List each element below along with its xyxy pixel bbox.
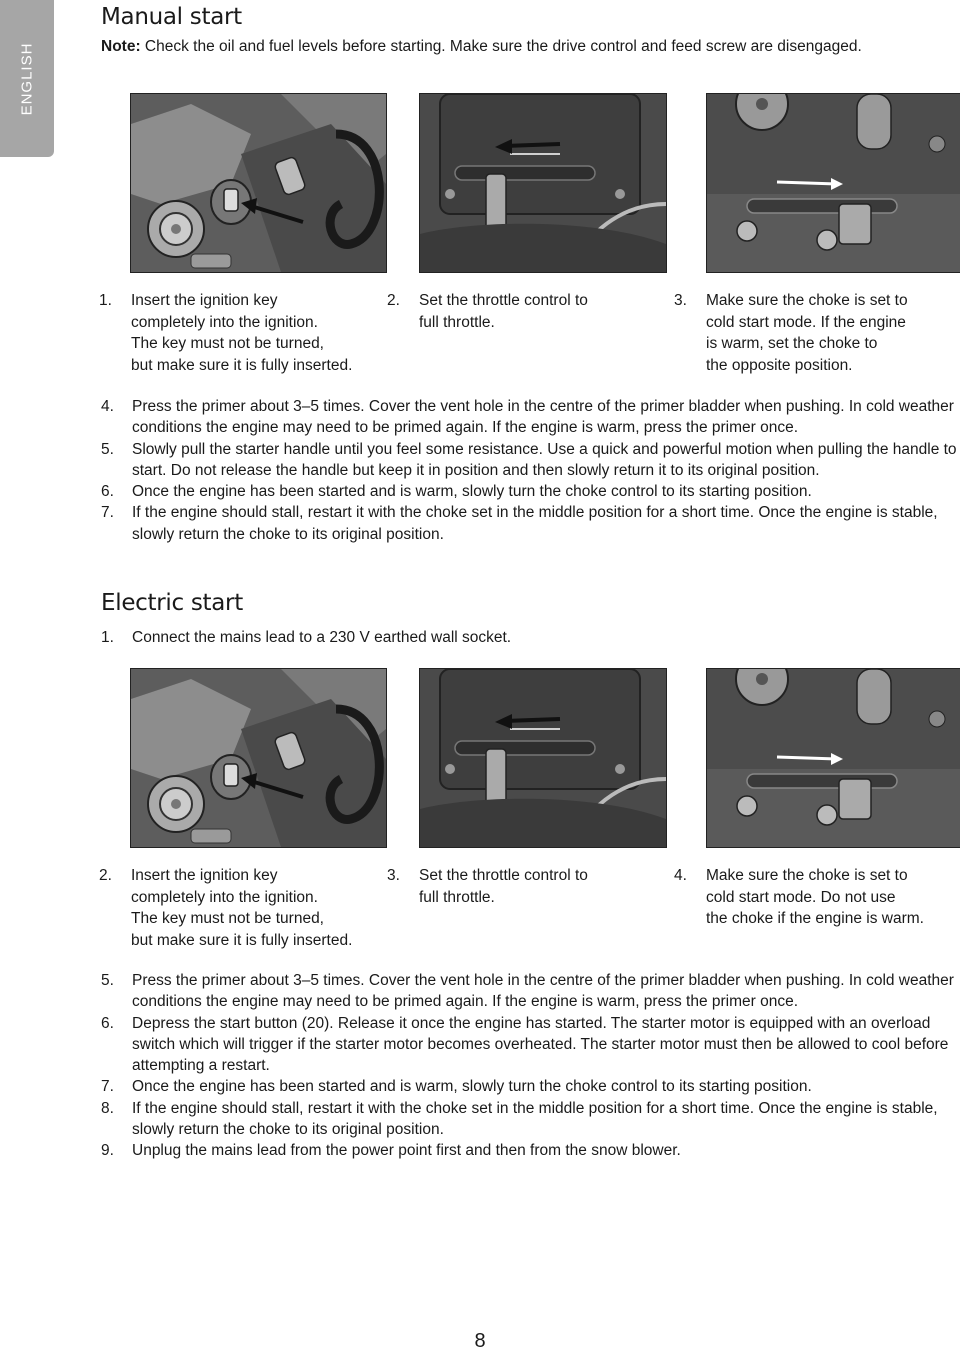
manual-start-heading: Manual start bbox=[101, 4, 242, 30]
throttle-control-illustration bbox=[419, 93, 667, 273]
caption-line: but make sure it is fully inserted. bbox=[131, 931, 353, 949]
caption-choke bbox=[674, 865, 924, 930]
step-text: Press the primer about 3–5 times. Cover the vent hole in the centre of the primer bladder when pushing. In cold weather conditions the engine may need to be primed again. If the engine is warm, press the primer once. bbox=[132, 972, 954, 1011]
caption-number: 4. bbox=[674, 867, 687, 884]
caption-line: cold start mode. Do not use bbox=[706, 888, 896, 906]
caption-number: 2. bbox=[387, 292, 400, 309]
step-number: 6. bbox=[101, 483, 114, 501]
manual-steps-list bbox=[101, 396, 960, 545]
caption-line: completely into the ignition. bbox=[131, 888, 318, 906]
step-text: Unplug the mains lead from the power point first and then from the snow blower. bbox=[132, 1142, 681, 1160]
list-item bbox=[101, 502, 960, 545]
step-number: 6. bbox=[101, 1014, 114, 1032]
throttle-control-illustration bbox=[419, 668, 667, 848]
caption-line: the opposite position. bbox=[706, 356, 853, 374]
caption-line: the choke if the engine is warm. bbox=[706, 910, 924, 927]
caption-number: 3. bbox=[674, 292, 687, 309]
step-number: 8. bbox=[101, 1099, 114, 1117]
list-item bbox=[101, 1098, 960, 1141]
list-item bbox=[101, 1076, 960, 1097]
step-text: Once the engine has been started and is warm, slowly turn the choke control to its starting position. bbox=[132, 483, 812, 501]
caption-number: 2. bbox=[99, 867, 112, 884]
caption-throttle bbox=[387, 865, 588, 908]
list-item bbox=[101, 1140, 960, 1161]
caption-line: Insert the ignition key bbox=[131, 292, 278, 309]
language-tab-label: ENGLISH bbox=[18, 42, 36, 115]
step-number: 4. bbox=[101, 398, 114, 415]
caption-line: Set the throttle control to bbox=[419, 292, 588, 309]
caption-line: full throttle. bbox=[419, 888, 495, 906]
step-number: 7. bbox=[101, 1078, 114, 1096]
caption-ignition-key bbox=[99, 290, 353, 376]
caption-number: 3. bbox=[387, 867, 400, 884]
caption-line: is warm, set the choke to bbox=[706, 335, 878, 352]
step-text: Connect the mains lead to a 230 V earthed wall socket. bbox=[132, 629, 512, 646]
choke-control-illustration bbox=[706, 668, 960, 848]
step-number: 5. bbox=[101, 440, 114, 458]
page-number: 8 bbox=[474, 1330, 486, 1352]
step-text: Slowly pull the starter handle until you feel some resistance. Use a quick and powerful motion when pulling the handle to start. Do not release the handle but keep it in position and then slowly return it to its original position. bbox=[132, 440, 957, 479]
note-label: Note: bbox=[101, 38, 141, 55]
list-item bbox=[101, 970, 960, 1013]
caption-line: Make sure the choke is set to bbox=[706, 867, 908, 884]
note-text: Check the oil and fuel levels before starting. Make sure the drive control and feed screw are disengaged. bbox=[140, 38, 862, 55]
step-number: 9. bbox=[101, 1142, 114, 1160]
step-text: Once the engine has been started and is warm, slowly turn the choke control to its starting position. bbox=[132, 1078, 812, 1096]
caption-number: 1. bbox=[99, 292, 112, 309]
language-tab bbox=[0, 0, 54, 157]
step-number: 5. bbox=[101, 972, 114, 989]
caption-throttle bbox=[387, 290, 588, 333]
electric-start-heading: Electric start bbox=[101, 590, 243, 616]
caption-line: The key must not be turned, bbox=[131, 335, 324, 352]
ignition-key-illustration bbox=[130, 93, 387, 273]
list-item bbox=[101, 396, 960, 439]
step-text: Press the primer about 3–5 times. Cover the vent hole in the centre of the primer bladder when pushing. In cold weather conditions the engine may need to be primed again. If the engine is warm, press the primer once. bbox=[132, 398, 954, 437]
ignition-key-illustration bbox=[130, 668, 387, 848]
list-item bbox=[101, 1013, 960, 1077]
electric-intro bbox=[101, 627, 960, 648]
electric-steps-list bbox=[101, 970, 960, 1162]
caption-ignition-key bbox=[99, 865, 353, 951]
caption-line: but make sure it is fully inserted. bbox=[131, 356, 353, 374]
note bbox=[101, 38, 862, 56]
caption-line: cold start mode. If the engine bbox=[706, 313, 906, 331]
list-item bbox=[101, 481, 960, 502]
step-number: 1. bbox=[101, 629, 114, 646]
step-text: Depress the start button (20). Release it once the engine has started. The starter motor is equipped with an overload switch which will trigger if the starter motor becomes overheated. The starter motor must then be allowed to cool before attempting a restart. bbox=[132, 1014, 949, 1075]
caption-line: Make sure the choke is set to bbox=[706, 292, 908, 309]
caption-line: full throttle. bbox=[419, 313, 495, 331]
step-number: 7. bbox=[101, 504, 114, 522]
choke-control-illustration bbox=[706, 93, 960, 273]
caption-line: The key must not be turned, bbox=[131, 910, 324, 927]
step-text: If the engine should stall, restart it with the choke set in the middle position for a short time. Once the engine is stable, slowly return the choke to its original position. bbox=[132, 1099, 938, 1139]
list-item bbox=[101, 439, 960, 482]
step-text: If the engine should stall, restart it with the choke set in the middle position for a short time. Once the engine is stable, slowly return the choke to its original position. bbox=[132, 504, 938, 543]
caption-choke bbox=[674, 290, 908, 376]
caption-line: Insert the ignition key bbox=[131, 867, 278, 884]
caption-line: Set the throttle control to bbox=[419, 867, 588, 884]
list-item bbox=[101, 627, 960, 648]
caption-line: completely into the ignition. bbox=[131, 313, 318, 331]
